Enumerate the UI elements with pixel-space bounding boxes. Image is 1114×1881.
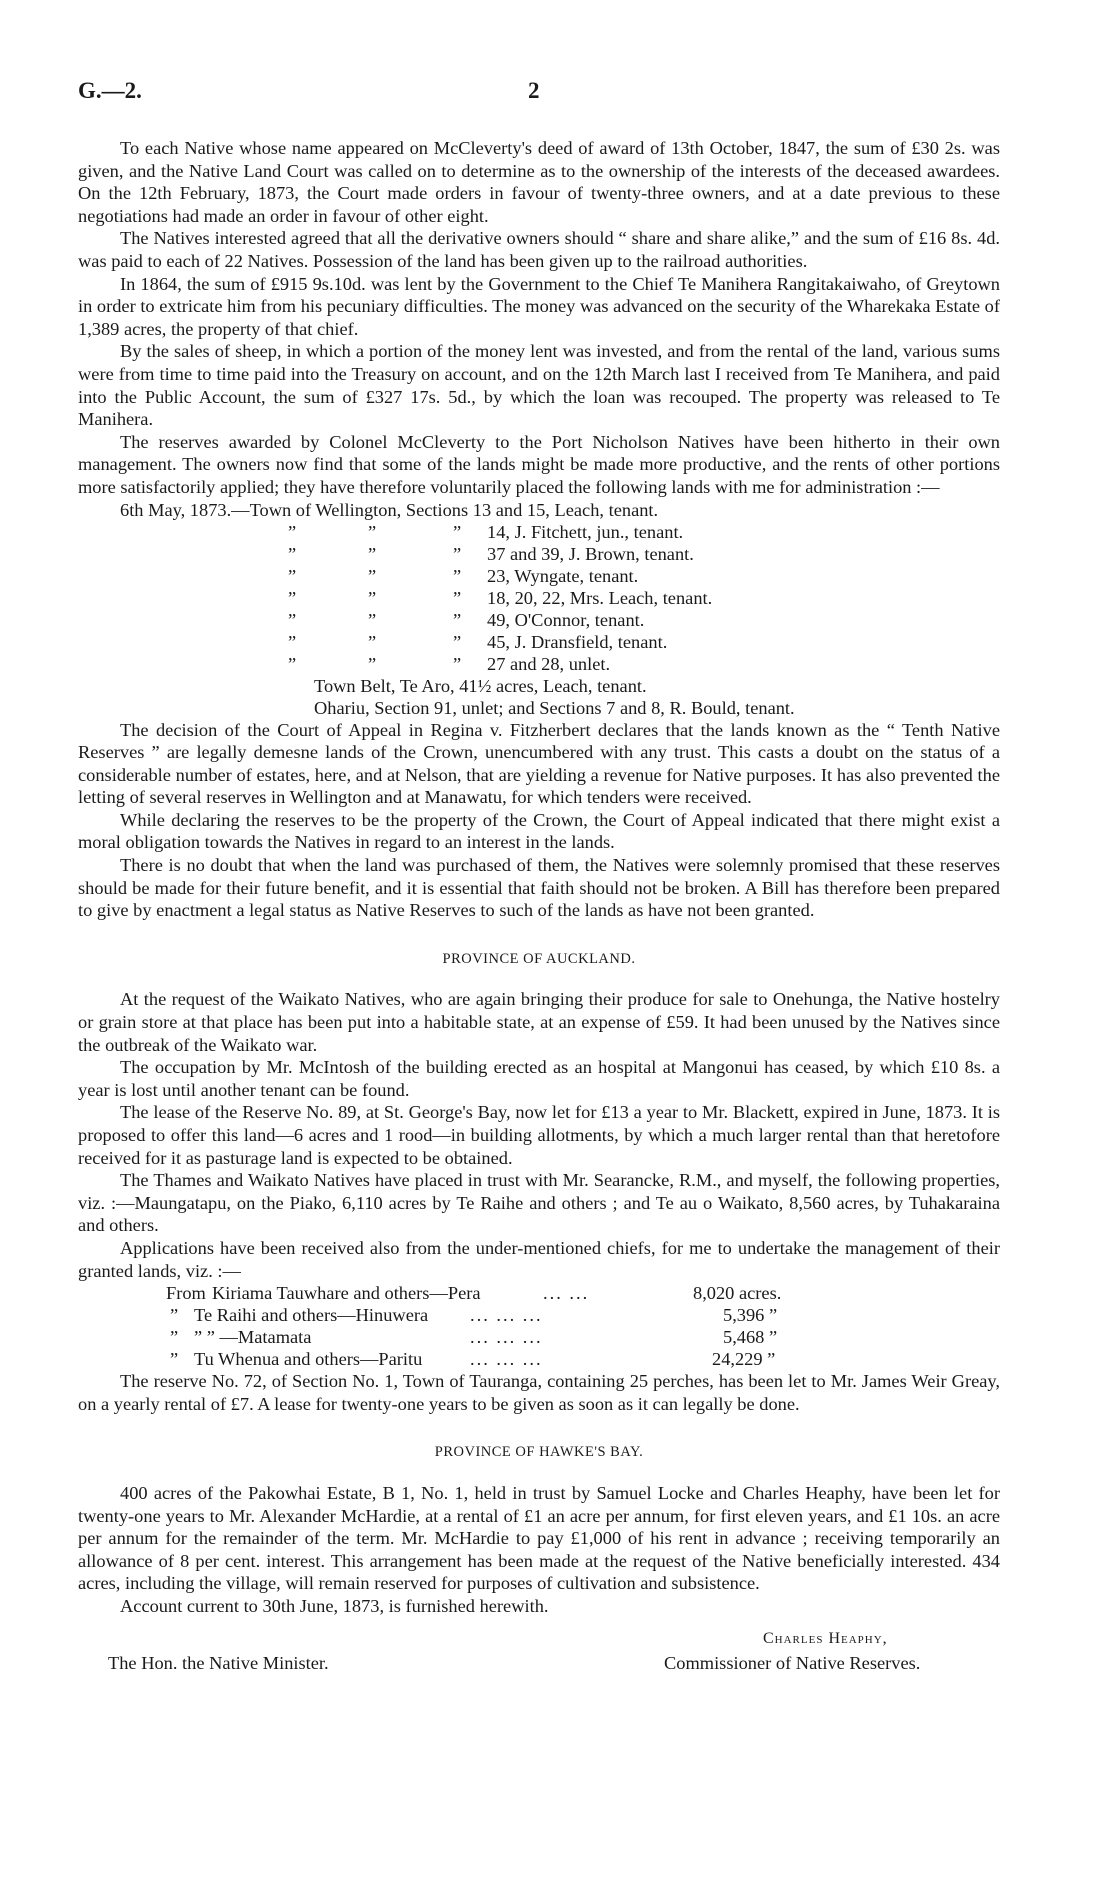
list-text: 49, O'Connor, tenant.: [487, 609, 645, 630]
row-prefix: ”: [170, 1349, 179, 1370]
section-heading-hawkes-bay: PROVINCE OF HAWKE'S BAY.: [434, 1444, 644, 1461]
addressee: The Hon. the Native Minister.: [108, 1652, 329, 1673]
ditto-mark: ”: [368, 653, 377, 674]
list-item: [78, 565, 1000, 587]
paragraph: Applications have been received also from the under-mentioned chiefs, for me to undertake the management of their granted lands, viz. :—: [78, 1237, 1000, 1281]
paragraph: In 1864, the sum of £915 9s.10d. was lent by the Government to the Chief Te Manihera Rangitakaiwaho, of Greytown in order to extricate him from his pecuniary difficulties. The money was advanced on the security of the Wharekaka Estate of 1,389 acres, the property of that chief.: [78, 273, 1000, 339]
row-acres: 5,468 ”: [723, 1327, 778, 1348]
ditto-mark: ”: [453, 653, 462, 674]
ditto-mark: ”: [288, 587, 297, 608]
ditto-mark: ”: [368, 631, 377, 652]
signatory-title: Commissioner of Native Reserves.: [664, 1652, 921, 1673]
list-item: [78, 587, 1000, 609]
wellington-sections-list: [78, 499, 1000, 719]
ditto-mark: ”: [368, 609, 377, 630]
row-prefix: ”: [170, 1327, 179, 1348]
ditto-mark: ”: [288, 631, 297, 652]
list-text: 27 and 28, unlet.: [487, 653, 611, 674]
list-text: Town Belt, Te Aro, 41½ acres, Leach, tenant.: [314, 675, 647, 696]
list-first-line: 6th May, 1873.—Town of Wellington, Sections 13 and 15, Leach, tenant.: [120, 499, 659, 520]
table-row: [78, 1348, 1000, 1370]
paragraph: By the sales of sheep, in which a portion of the money lent was invested, and from the rental of the land, various sums were from time to time paid into the Treasury on account, and on the 12th March last I received from Te Manihera, and paid into the Public Account, the sum of £327 17s. 5d., by which the loan was recouped. The property was released to Te Manihera.: [78, 341, 1000, 430]
ditto-mark: ”: [288, 653, 297, 674]
list-text: Ohariu, Section 91, unlet; and Sections 7 and 8, R. Bould, tenant.: [314, 697, 795, 718]
row-prefix: ”: [170, 1305, 179, 1326]
ditto-mark: ”: [453, 521, 462, 542]
ditto-mark: ”: [288, 565, 297, 586]
list-item: [78, 499, 1000, 521]
paragraph: The decision of the Court of Appeal in Regina v. Fitzherbert declares that the lands known as the “ Tenth Native Reserves ” are legally demesne lands of the Crown, unencumbered with any trust. This casts a doubt on the status of a considerable number of estates, here, and at Nelson, that are yielding a revenue for Native purposes. It has also prevented the letting of several reserves in Wellington and at Manawatu, for which tenders were received.: [78, 719, 1000, 808]
list-text: 18, 20, 22, Mrs. Leach, tenant.: [487, 587, 713, 608]
ditto-mark: ”: [453, 587, 462, 608]
ditto-mark: ”: [368, 565, 377, 586]
ditto-mark: ”: [453, 565, 462, 586]
row-acres: 24,229 ”: [712, 1349, 776, 1370]
list-item: [78, 697, 1000, 719]
table-row: [78, 1326, 1000, 1348]
page-number: 2: [528, 78, 540, 103]
paragraph: The occupation by Mr. McIntosh of the building erected as an hospital at Mangonui has ceased, by which £10 8s. a year is lost until another tenant can be found.: [78, 1057, 1000, 1100]
section-heading-auckland: PROVINCE OF AUCKLAND.: [442, 950, 636, 967]
list-text: 45, J. Dransfield, tenant.: [487, 631, 668, 652]
row-acres: 5,396 ”: [723, 1305, 778, 1326]
document-body: [78, 137, 1000, 1688]
ditto-mark: ”: [288, 521, 297, 542]
paragraph: There is no doubt that when the land was purchased of them, the Natives were solemnly promised that these reserves should be made for their future benefit, and it is essential that faith should not be broken. A Bill has therefore been prepared to give by enactment a legal status as Native Reserves to such of the lands as have not been granted.: [78, 855, 1000, 921]
row-dots: ... ...: [543, 1283, 590, 1304]
table-row: [78, 1304, 1000, 1326]
row-dots: ... ... ...: [470, 1305, 543, 1326]
row-dots: ... ... ...: [470, 1349, 543, 1370]
ditto-mark: ”: [368, 521, 377, 542]
list-text: 14, J. Fitchett, jun., tenant.: [487, 521, 684, 542]
row-name: Te Raihi and others—Hinuwera: [194, 1305, 429, 1326]
table-row: [78, 1282, 1000, 1304]
list-item: [78, 675, 1000, 697]
paragraph: The Natives interested agreed that all the derivative owners should “ share and share alike,” and the sum of £16 8s. 4d. was paid to each of 22 Natives. Possession of the land has been given up to the railroad authorities.: [78, 228, 1000, 271]
row-dots: ... ... ...: [470, 1327, 543, 1348]
paragraph: The reserve No. 72, of Section No. 1, Town of Tauranga, containing 25 perches, has been let to Mr. James Weir Greay, on a yearly rental of £7. A lease for twenty-one years to be given as soon as it can legally be done.: [78, 1371, 1000, 1414]
row-name: Tu Whenua and others—Paritu: [194, 1349, 423, 1370]
page-header: [78, 78, 1000, 108]
paragraph: 400 acres of the Pakowhai Estate, B 1, No. 1, held in trust by Samuel Locke and Charles Heaphy, have been let for twenty-one years to Mr. Alexander McHardie, at a rental of £1 an acre per annum, for first eleven years, and £1 10s. an acre per annum for the remainder of the term. Mr. McHardie to pay £1,000 of his rent in advance ; receiving temporarily an allowance of 8 per cent. interest. This arrangement has been made at the request of the Native beneficially interested. 434 acres, including the village, will remain reserved for purposes of cultivation and subsistence.: [78, 1482, 1000, 1594]
list-item: [78, 521, 1000, 543]
paragraph: At the request of the Waikato Natives, who are again bringing their produce for sale to Onehunga, the Native hostelry or grain store at that place has been put into a habitable state, at an expense of £59. It had been unused by the Natives since the outbreak of the Waikato war.: [78, 989, 1000, 1055]
row-acres: 8,020 acres.: [693, 1283, 782, 1304]
paragraph: The reserves awarded by Colonel McCleverty to the Port Nicholson Natives have been hitherto in their own management. The owners now find that some of the lands might be made more productive, and the rents of other portions more satisfactorily applied; they have therefore voluntarily placed the following lands with me for administration :—: [78, 431, 1000, 497]
row-prefix: From: [166, 1283, 206, 1304]
ditto-mark: ”: [453, 631, 462, 652]
ditto-mark: ”: [288, 609, 297, 630]
signatory-name: Charles Heaphy,: [763, 1629, 888, 1647]
ditto-mark: ”: [368, 587, 377, 608]
paragraph: While declaring the reserves to be the property of the Crown, the Court of Appeal indicated that there might exist a moral obligation towards the Natives in regard to an interest in the lands.: [78, 809, 1000, 853]
list-item: [78, 543, 1000, 565]
signature-block: [78, 1628, 1000, 1688]
list-text: 23, Wyngate, tenant.: [487, 565, 639, 586]
paragraph: To each Native whose name appeared on McCleverty's deed of award of 13th October, 1847, the sum of £30 2s. was given, and the Native Land Court was called on to determine as to the ownership of the interests of the deceased awardees. On the 12th February, 1873, the Court made orders in favour of twenty-three owners, and at a date previous to these negotiations had made an order in favour of other eight.: [78, 138, 1000, 226]
chiefs-lands-table: [78, 1282, 1000, 1370]
ditto-mark: ”: [288, 543, 297, 564]
paragraph: The Thames and Waikato Natives have placed in trust with Mr. Searancke, R.M., and myself, the following properties, viz. :—Maungatapu, on the Piako, 6,110 acres by Te Raihe and others ; and Te au o Waikato, 8,560 acres, by Tuhakaraina and others.: [78, 1170, 1000, 1236]
list-item: [78, 653, 1000, 675]
list-item: [78, 609, 1000, 631]
paragraph: Account current to 30th June, 1873, is furnished herewith.: [120, 1595, 549, 1616]
ditto-mark: ”: [453, 543, 462, 564]
document-reference: G.—2.: [78, 78, 142, 103]
paragraph: The lease of the Reserve No. 89, at St. George's Bay, now let for £13 a year to Mr. Blackett, expired in June, 1873. It is proposed to offer this land—6 acres and 1 rood—in building allotments, by which a much larger rental than that heretofore received for it as pasturage land is expected to be obtained.: [78, 1102, 1000, 1168]
row-name: Kiriama Tauwhare and others—Pera: [212, 1283, 481, 1304]
list-text: 37 and 39, J. Brown, tenant.: [487, 543, 694, 564]
list-item: [78, 631, 1000, 653]
row-name: ” ” —Matamata: [194, 1327, 312, 1348]
ditto-mark: ”: [453, 609, 462, 630]
ditto-mark: ”: [368, 543, 377, 564]
